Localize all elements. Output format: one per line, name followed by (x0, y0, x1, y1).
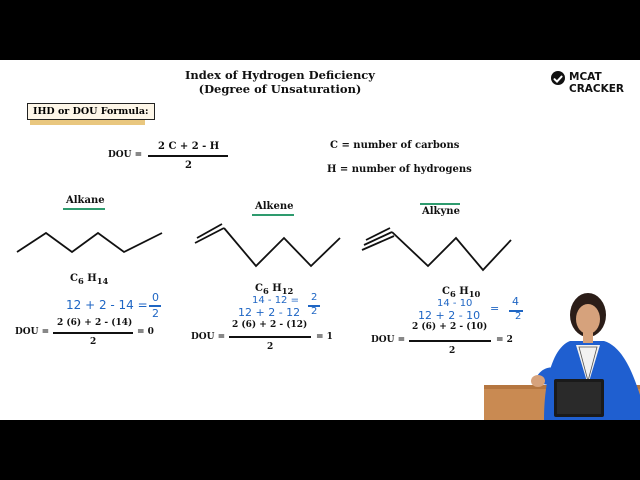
alkyne-handwritten-eq: = (490, 302, 500, 315)
alkene-formula-h: H (272, 283, 282, 294)
alkene-dou-numerator: 2 (6) + 2 - (12) (232, 320, 308, 330)
formula-box-label: IHD or DOU Formula: (27, 103, 155, 120)
alkyne-dou-result: = 2 (496, 335, 513, 345)
slide-title-line1: Index of Hydrogen Deficiency (184, 68, 375, 82)
alkyne-formula-h: H (459, 286, 469, 297)
definition-carbons: C = number of carbons (330, 140, 460, 151)
general-formula-denominator: 2 (185, 160, 192, 171)
alkene-skeletal-structure (195, 224, 340, 266)
alkane-molecular-formula (70, 273, 108, 286)
alkyne-skeletal-structure (362, 228, 511, 270)
general-formula-numerator: 2 C + 2 - H (158, 141, 220, 152)
alkane-formula-c-sub: 6 (77, 276, 84, 286)
presenter-face (576, 304, 600, 334)
alkyne-handwritten-frac-num: 4 (512, 295, 519, 308)
alkene-handwritten-frac-num: 2 (311, 292, 318, 303)
alkane-handwritten-calc: 12 + 2 - 14 = (66, 298, 148, 312)
alkane-dou-denominator: 2 (90, 337, 97, 347)
alkane-dou-fraction-bar (53, 332, 133, 334)
alkyne-formula-c: C (442, 286, 450, 297)
alkane-handwritten-frac-den: 2 (152, 307, 159, 320)
lecture-slide (0, 60, 640, 420)
alkene-dou-lhs: DOU = (191, 332, 226, 342)
brand-logo-text: MCAT CRACKER (569, 71, 625, 95)
alkane-dou-numerator: 2 (6) + 2 - (14) (57, 318, 133, 328)
alkyne-formula-c-sub: 6 (449, 289, 456, 299)
alkene-formula-c: C (255, 283, 263, 294)
alkyne-handwritten-calc: 12 + 2 - 10 (418, 309, 481, 322)
alkene-handwritten-line0: 14 - 12 = (252, 295, 299, 306)
alkane-dou-result: = 0 (137, 327, 154, 337)
alkene-handwritten-frac-den: 2 (311, 306, 318, 317)
alkyne-handwritten-line0: 14 - 10 (437, 298, 473, 309)
alkane-dou-lhs: DOU = (15, 327, 50, 337)
alkene-dou-fraction-bar (229, 336, 311, 338)
alkane-label: Alkane (66, 195, 105, 206)
alkane-formula-h-sub: 14 (96, 276, 109, 286)
letterbox-top (0, 0, 640, 60)
alkyne-formula-h-sub: 10 (468, 289, 481, 299)
alkyne-dou-fraction-bar (409, 340, 491, 342)
general-formula-lhs: DOU = (108, 150, 143, 160)
alkene-handwritten-calc: 12 + 2 - 12 (238, 306, 301, 319)
alkene-dou-result: = 1 (316, 332, 333, 342)
definition-hydrogens: H = number of hydrogens (327, 164, 472, 175)
alkane-formula-h: H (87, 273, 97, 284)
presenter-video (484, 285, 640, 420)
alkene-formula-c-sub: 6 (262, 286, 269, 296)
alkane-handwritten-frac-num: 0 (152, 291, 159, 304)
letterbox-bottom (0, 420, 640, 480)
alkyne-label: Alkyne (422, 206, 460, 217)
alkene-formula-h-sub: 12 (281, 286, 294, 296)
alkene-dou-denominator: 2 (267, 342, 274, 352)
alkene-label: Alkene (255, 201, 294, 212)
alkyne-dou-lhs: DOU = (371, 335, 406, 345)
alkyne-dou-numerator: 2 (6) + 2 - (10) (412, 322, 488, 332)
slide-title-line2: (Degree of Unsaturation) (198, 82, 362, 96)
alkyne-dou-denominator: 2 (449, 346, 456, 356)
alkane-formula-c: C (70, 273, 78, 284)
alkane-skeletal-structure (17, 233, 162, 252)
alkyne-handwritten-frac-den: 2 (515, 311, 522, 322)
